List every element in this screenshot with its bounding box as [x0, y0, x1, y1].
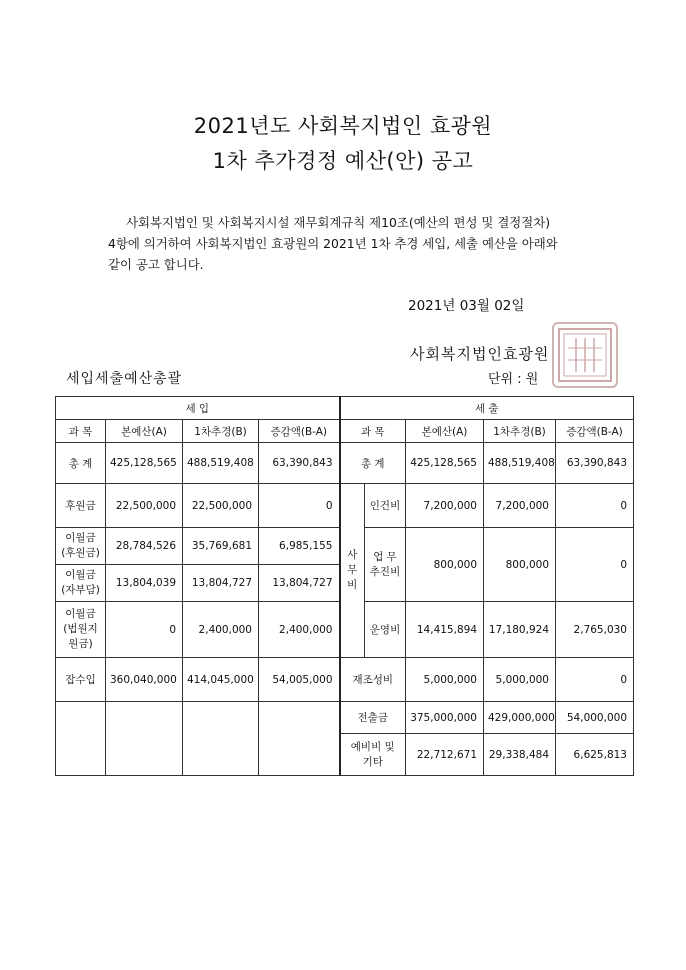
exp-original: 5,000,000 — [406, 658, 484, 702]
rev-label-misc: 잡수입 — [56, 658, 106, 702]
exp-change: 54,000,000 — [556, 702, 634, 734]
exp-revised: 429,000,000 — [484, 702, 556, 734]
exp-label-business: 업 무 추진비 — [365, 528, 406, 602]
exp-col-subject: 과 목 — [340, 420, 406, 443]
exp-change: 0 — [556, 528, 634, 602]
rev-total-original: 425,128,565 — [106, 443, 183, 484]
empty-cell — [56, 734, 106, 776]
seal-icon — [556, 326, 614, 384]
exp-original: 7,200,000 — [406, 484, 484, 528]
rev-total-revised: 488,519,408 — [183, 443, 259, 484]
empty-cell — [183, 734, 259, 776]
rev-label-donation: 후원금 — [56, 484, 106, 528]
rev-col-revised: 1차추경(B) — [183, 420, 259, 443]
rev-original: 0 — [106, 602, 183, 658]
exp-total-original: 425,128,565 — [406, 443, 484, 484]
exp-change: 6,625,813 — [556, 734, 634, 776]
rev-original: 22,500,000 — [106, 484, 183, 528]
rev-total-label: 총 계 — [56, 443, 106, 484]
exp-total-change: 63,390,843 — [556, 443, 634, 484]
exp-revised: 800,000 — [484, 528, 556, 602]
rev-revised: 22,500,000 — [183, 484, 259, 528]
announcement-date: 2021년 03월 02일 — [408, 298, 525, 314]
rev-revised: 2,400,000 — [183, 602, 259, 658]
empty-cell — [259, 734, 340, 776]
rev-label-carryover-self: 이월금 (자부담) — [56, 565, 106, 602]
rev-change: 13,804,727 — [259, 565, 340, 602]
rev-label-carryover-donation: 이월금 (후원금) — [56, 528, 106, 565]
table-row — [56, 702, 634, 734]
rev-col-original: 본예산(A) — [106, 420, 183, 443]
rev-revised: 13,804,727 — [183, 565, 259, 602]
paragraph-line-3: 같이 공고 합니다. — [108, 257, 204, 272]
table-row — [56, 658, 634, 702]
budget-summary-table — [55, 396, 634, 776]
empty-cell — [259, 702, 340, 734]
exp-total-revised: 488,519,408 — [484, 443, 556, 484]
exp-col-revised: 1차추경(B) — [484, 420, 556, 443]
organization-name: 사회복지법인효광원 — [410, 345, 550, 363]
rev-change: 54,005,000 — [259, 658, 340, 702]
expense-group-label: 사 무 비 — [340, 484, 365, 658]
exp-original: 800,000 — [406, 528, 484, 602]
official-seal-stamp — [552, 322, 618, 388]
paragraph-line-2: 4항에 의거하여 사회복지법인 효광원의 2021년 1차 추경 세입, 세출 예산을 아래와 — [108, 236, 558, 251]
empty-cell — [183, 702, 259, 734]
rev-original: 360,040,000 — [106, 658, 183, 702]
section-title: 세입세출예산총괄 — [66, 371, 183, 387]
rev-revised: 35,769,681 — [183, 528, 259, 565]
rev-original: 13,804,039 — [106, 565, 183, 602]
exp-label-personnel: 인건비 — [365, 484, 406, 528]
exp-change: 0 — [556, 484, 634, 528]
exp-col-change: 증감액(B-A) — [556, 420, 634, 443]
empty-cell — [56, 702, 106, 734]
rev-change: 6,985,155 — [259, 528, 340, 565]
rev-revised: 414,045,000 — [183, 658, 259, 702]
exp-original: 22,712,671 — [406, 734, 484, 776]
total-row — [56, 443, 634, 484]
expense-header: 세 출 — [340, 397, 634, 420]
empty-cell — [106, 734, 183, 776]
unit-label: 단위 : 원 — [488, 372, 539, 387]
announcement-paragraph — [108, 212, 616, 275]
exp-revised: 5,000,000 — [484, 658, 556, 702]
exp-change: 0 — [556, 658, 634, 702]
table-row — [56, 484, 634, 528]
table-row — [56, 734, 634, 776]
section-header-row — [56, 397, 634, 420]
paragraph-line-1: 사회복지법인 및 사회복지시설 재무회계규칙 제10조(예산의 편성 및 결정절차) — [126, 215, 551, 230]
exp-label-property: 재조성비 — [340, 658, 406, 702]
exp-label-operating: 운영비 — [365, 602, 406, 658]
rev-change: 0 — [259, 484, 340, 528]
rev-total-change: 63,390,843 — [259, 443, 340, 484]
rev-col-subject: 과 목 — [56, 420, 106, 443]
exp-original: 14,415,894 — [406, 602, 484, 658]
exp-label-reserve: 예비비 및 기타 — [340, 734, 406, 776]
document-title-line2: 1차 추가경정 예산(안) 공고 — [212, 149, 474, 173]
rev-label-carryover-court: 이월금 (법원지 원금) — [56, 602, 106, 658]
exp-label-transfer: 전출금 — [340, 702, 406, 734]
document-title-line1: 2021년도 사회복지법인 효광원 — [193, 114, 493, 138]
exp-col-original: 본예산(A) — [406, 420, 484, 443]
exp-revised: 7,200,000 — [484, 484, 556, 528]
exp-revised: 29,338,484 — [484, 734, 556, 776]
rev-change: 2,400,000 — [259, 602, 340, 658]
exp-revised: 17,180,924 — [484, 602, 556, 658]
exp-total-label: 총 계 — [340, 443, 406, 484]
rev-original: 28,784,526 — [106, 528, 183, 565]
rev-col-change: 증감액(B-A) — [259, 420, 340, 443]
empty-cell — [106, 702, 183, 734]
exp-change: 2,765,030 — [556, 602, 634, 658]
revenue-header: 세 입 — [56, 397, 340, 420]
exp-original: 375,000,000 — [406, 702, 484, 734]
column-header-row — [56, 420, 634, 443]
